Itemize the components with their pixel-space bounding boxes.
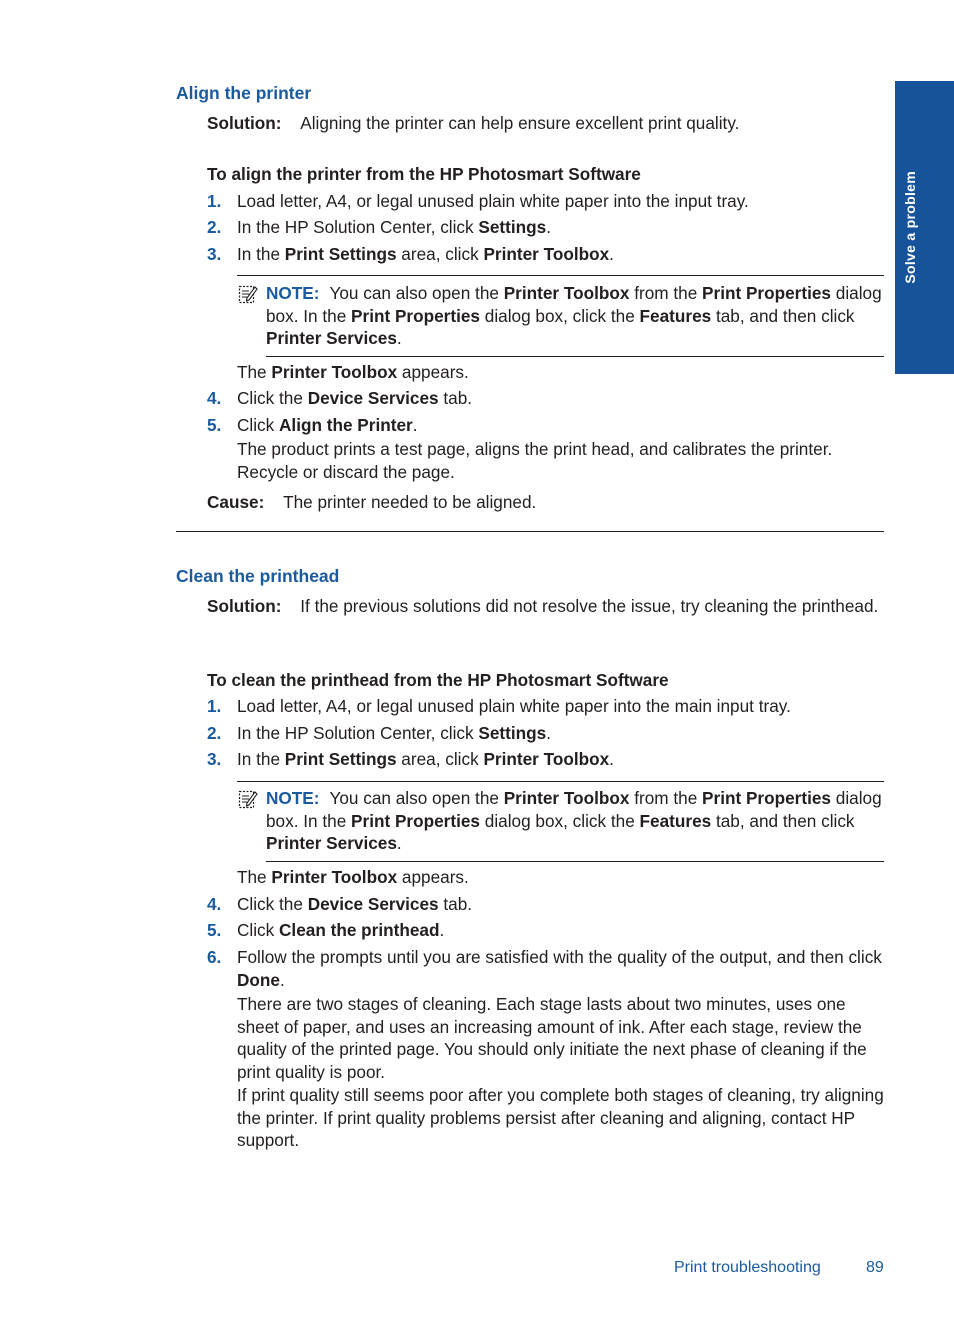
note-bottom-rule	[266, 861, 884, 862]
text-run: .	[546, 723, 551, 743]
text-run: Click	[237, 920, 280, 940]
step-text	[237, 722, 887, 745]
note-label: NOTE:	[266, 788, 320, 808]
text-run: Click the	[237, 894, 308, 914]
solution-line	[207, 112, 887, 135]
ui-term: Settings	[478, 217, 547, 237]
solution-label: Solution:	[207, 113, 282, 133]
note-icon	[238, 789, 258, 809]
text-run: Click	[237, 415, 280, 435]
note-text	[266, 787, 886, 855]
text-run: dialog box. In the	[266, 788, 882, 831]
text-run: from the	[629, 788, 703, 808]
step-text	[237, 748, 887, 771]
text-run: .	[396, 833, 402, 853]
step-number: 1.	[207, 191, 222, 211]
ui-term: Printer Toolbox	[271, 362, 398, 382]
text-run: dialog box, click the	[480, 810, 640, 831]
text-run: In the HP Solution Center, click	[237, 723, 479, 743]
text-run: .	[609, 244, 614, 264]
ui-term: Printer Services	[266, 328, 397, 348]
ui-term: Printer Services	[266, 833, 397, 853]
ui-term: Printer Toolbox	[483, 749, 610, 769]
text-run: You can also open the	[329, 788, 504, 808]
note-label: NOTE:	[266, 283, 320, 303]
ui-term: Print Properties	[702, 283, 831, 303]
ui-term: Printer Toolbox	[271, 867, 398, 887]
text-run: tab.	[438, 894, 473, 914]
step-text	[237, 414, 887, 437]
text-run: In the	[237, 749, 285, 769]
ui-term: Print Properties	[702, 788, 831, 808]
text-run: .	[279, 969, 285, 990]
text-run: area, click	[396, 749, 484, 769]
section-heading-align: Align the printer	[176, 83, 312, 103]
solution-text: Aligning the printer can help ensure excellent print quality.	[300, 113, 740, 133]
step-number: 4.	[207, 388, 222, 408]
ui-term: Settings	[478, 723, 547, 743]
ui-term: Printer Toolbox	[503, 283, 630, 303]
ui-term: Print Settings	[284, 244, 397, 264]
ui-term: Print Properties	[351, 810, 480, 831]
ui-term: Features	[639, 305, 712, 326]
text-run: .	[396, 328, 402, 348]
note-top-rule	[237, 275, 884, 276]
text-run: Follow the prompts until you are satisfied with the quality of the output, and then click	[237, 947, 882, 967]
step-description: The product prints a test page, aligns the print head, and calibrates the printer. Recycle or discard the page.	[237, 439, 833, 482]
text-run: tab, and then click	[711, 810, 855, 831]
text-run: In the	[237, 244, 285, 264]
text-run: .	[412, 415, 418, 435]
ui-term: Print Properties	[351, 305, 480, 326]
note-text	[266, 282, 886, 350]
procedure-title: To clean the printhead from the HP Photosmart Software	[207, 670, 669, 690]
step-number: 3.	[207, 244, 222, 264]
solution-label: Solution:	[207, 596, 282, 616]
step-description: There are two stages of cleaning. Each stage lasts about two minutes, uses one sheet of paper, and uses an increasing amount of ink. After each stage, review the quality of the printed page. You should only initiate the next phase of cleaning if the print quality is poor.	[237, 994, 867, 1082]
text-run: .	[609, 749, 614, 769]
text-run: dialog box. In the	[266, 283, 882, 326]
text-run: tab.	[438, 388, 473, 408]
procedure-title: To align the printer from the HP Photosmart Software	[207, 164, 641, 184]
step-number: 5.	[207, 415, 222, 435]
appears-text	[237, 361, 887, 384]
step-number: 2.	[207, 723, 222, 743]
text-run: The	[237, 362, 272, 382]
text-run: area, click	[396, 244, 484, 264]
text-run: Click the	[237, 388, 308, 408]
step-text	[237, 387, 887, 410]
note-icon	[238, 284, 258, 304]
cause-label: Cause:	[207, 492, 265, 512]
section-heading-clean: Clean the printhead	[176, 566, 340, 586]
step-description: If print quality still seems poor after you complete both stages of cleaning, try aligning the printer. If print quality problems persist after cleaning and aligning, contact HP support.	[237, 1085, 884, 1150]
text-run: .	[439, 920, 445, 940]
cause-text: The printer needed to be aligned.	[283, 492, 537, 512]
footer-section-title: Print troubleshooting	[674, 1259, 821, 1276]
step-number: 6.	[207, 947, 222, 967]
step-number: 5.	[207, 920, 222, 940]
side-tab-label-wrap	[895, 81, 925, 374]
ui-term: Done	[237, 969, 280, 990]
ui-term: Device Services	[307, 388, 439, 408]
step-text	[237, 946, 887, 991]
text-run: You can also open the	[329, 283, 504, 303]
note-top-rule	[237, 781, 884, 782]
appears-text	[237, 866, 887, 889]
step-number: 1.	[207, 696, 222, 716]
cause-line	[207, 491, 887, 514]
ui-term: Align the Printer	[279, 415, 413, 435]
text-run: .	[546, 217, 551, 237]
section-divider	[176, 531, 884, 532]
solution-line	[207, 595, 887, 618]
step-text	[237, 243, 887, 266]
text-run: appears.	[397, 867, 469, 887]
ui-term: Features	[639, 810, 712, 831]
side-tab-label: Solve a problem	[901, 171, 918, 284]
ui-term: Print Settings	[284, 749, 397, 769]
page-number: 89	[866, 1259, 884, 1276]
text-run: tab, and then click	[711, 305, 855, 326]
step-text: Load letter, A4, or legal unused plain white paper into the input tray.	[237, 191, 749, 211]
ui-term: Printer Toolbox	[503, 788, 630, 808]
solution-text: If the previous solutions did not resolve the issue, try cleaning the printhead.	[300, 596, 879, 616]
step-number: 2.	[207, 217, 222, 237]
ui-term: Device Services	[307, 894, 439, 914]
text-run: dialog box, click the	[480, 305, 640, 326]
text-run: In the HP Solution Center, click	[237, 217, 479, 237]
step-text	[237, 216, 887, 239]
ui-term: Printer Toolbox	[483, 244, 610, 264]
text-run: The	[237, 867, 272, 887]
step-text	[237, 919, 887, 942]
step-text	[237, 893, 887, 916]
step-number: 3.	[207, 749, 222, 769]
text-run: from the	[629, 283, 703, 303]
text-run: appears.	[397, 362, 469, 382]
step-text: Load letter, A4, or legal unused plain white paper into the main input tray.	[237, 696, 791, 716]
step-number: 4.	[207, 894, 222, 914]
ui-term: Clean the printhead	[279, 920, 440, 940]
note-bottom-rule	[266, 356, 884, 357]
